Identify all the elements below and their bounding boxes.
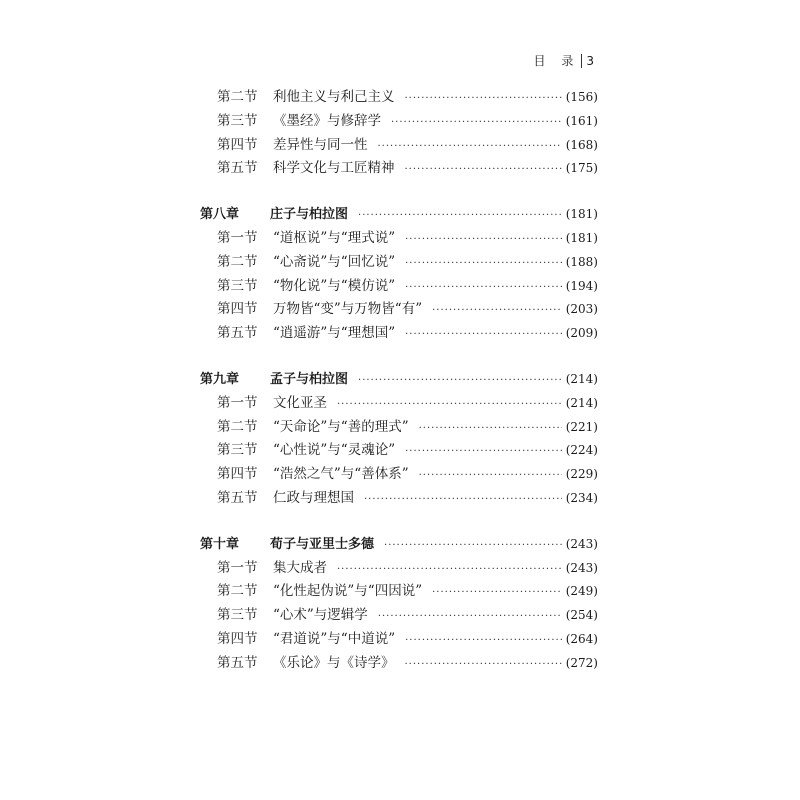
dot-leader [405, 228, 562, 252]
entry-title: “物化说”与“模仿说” [273, 277, 396, 294]
entry-title: 庄子与柏拉图 [270, 207, 349, 223]
entry-title: “天命论”与“善的理式” [273, 418, 409, 435]
entry-page-number: (161) [565, 113, 598, 128]
section-entry [200, 275, 598, 299]
entry-page-number: (181) [565, 207, 598, 222]
section-entry [200, 86, 598, 110]
section-entry [200, 557, 598, 581]
entry-title: “化性起伪说”与“四因说” [273, 583, 423, 600]
chapter-entry [200, 203, 598, 227]
dot-leader [358, 369, 562, 393]
entry-title: 仁政与理想国 [273, 489, 354, 506]
entry-label: 第一节 [217, 229, 258, 246]
section-entry [200, 110, 598, 134]
entry-label: 第四节 [217, 466, 258, 483]
section-entry [200, 298, 598, 322]
entry-page-number: (234) [565, 490, 598, 505]
dot-leader [405, 440, 562, 464]
section-entry [200, 439, 598, 463]
entry-label: 第四节 [217, 136, 258, 153]
entry-page-number: (264) [565, 631, 598, 646]
entry-title: 万物皆“变”与万物皆“有” [273, 301, 423, 318]
section-entry [200, 604, 598, 628]
entry-title: “道枢说”与“理式说” [273, 229, 396, 246]
entry-title: 差异性与同一性 [273, 136, 368, 153]
running-header [534, 52, 594, 69]
entry-label: 第二节 [217, 89, 258, 105]
entry-page-number: (221) [565, 419, 598, 434]
entry-title: 《乐论》与《诗学》 [273, 654, 395, 671]
entry-title: 科学文化与工匠精神 [273, 160, 395, 177]
entry-page-number: (188) [565, 254, 598, 269]
entry-label: 第十章 [200, 536, 240, 552]
dot-leader [364, 488, 562, 512]
header-label: 目 录 [533, 54, 580, 68]
entry-label: 第一节 [217, 394, 258, 411]
dot-leader [391, 111, 562, 135]
dot-leader [419, 417, 562, 441]
entry-label: 第五节 [217, 160, 258, 177]
entry-title: “心斋说”与“回忆说” [273, 253, 396, 270]
dot-leader [419, 464, 562, 488]
entry-label: 第四节 [217, 630, 258, 647]
section-entry [200, 580, 598, 604]
entry-page-number: (194) [565, 278, 598, 293]
dot-leader [405, 653, 562, 677]
dot-leader [405, 276, 562, 300]
section-entry [200, 251, 598, 275]
section-entry [200, 652, 598, 676]
entry-title: “浩然之气”与“善体系” [273, 466, 409, 483]
entry-page-number: (243) [565, 560, 598, 575]
entry-label: 第五节 [217, 654, 258, 671]
entry-label: 第九章 [200, 371, 240, 387]
dot-leader [405, 629, 562, 653]
chapter-entry [200, 533, 598, 557]
entry-title: 利他主义与利己主义 [273, 89, 395, 105]
block-spacer [200, 511, 598, 533]
entry-page-number: (209) [565, 326, 598, 341]
dot-leader [337, 393, 562, 417]
entry-title: 集大成者 [273, 559, 327, 576]
entry-label: 第四节 [217, 301, 258, 318]
section-entry [200, 392, 598, 416]
section-entry [200, 463, 598, 487]
entry-label: 第八章 [200, 207, 240, 223]
entry-label: 第二节 [217, 418, 258, 435]
entry-title: 《墨经》与修辞学 [273, 112, 381, 129]
section-entry [200, 628, 598, 652]
entry-title: 文化亚圣 [273, 394, 327, 411]
dot-leader [405, 252, 562, 276]
header-page-number: 3 [586, 53, 594, 68]
entry-title: “逍遥游”与“理想国” [273, 325, 396, 342]
entry-label: 第三节 [217, 607, 258, 624]
dot-leader [378, 605, 562, 629]
dot-leader [337, 558, 562, 582]
section-entry [200, 134, 598, 158]
entry-title: “心术”与逻辑学 [273, 607, 368, 624]
block-spacer [200, 181, 598, 203]
entry-page-number: (181) [565, 230, 598, 245]
entry-page-number: (224) [565, 443, 598, 458]
dot-leader [384, 534, 562, 558]
table-of-contents [200, 86, 598, 676]
entry-page-number: (243) [565, 536, 598, 551]
entry-page-number: (214) [565, 371, 598, 386]
dot-leader [378, 135, 562, 159]
entry-page-number: (214) [565, 395, 598, 410]
chapter-entry [200, 368, 598, 392]
dot-leader [432, 581, 562, 605]
entry-label: 第三节 [217, 277, 258, 294]
section-entry [200, 227, 598, 251]
section-entry [200, 157, 598, 181]
entry-title: “君道说”与“中道说” [273, 630, 396, 647]
entry-page-number: (249) [565, 584, 598, 599]
entry-label: 第二节 [217, 583, 258, 600]
section-entry [200, 322, 598, 346]
dot-leader [405, 87, 562, 111]
section-entry [200, 416, 598, 440]
dot-leader [405, 323, 562, 347]
entry-label: 第二节 [217, 253, 258, 270]
entry-title: “心性说”与“灵魂论” [273, 442, 396, 459]
entry-page-number: (203) [565, 302, 598, 317]
entry-title: 荀子与亚里士多德 [270, 536, 375, 552]
entry-label: 第一节 [217, 559, 258, 576]
entry-page-number: (168) [565, 137, 598, 152]
entry-title: 孟子与柏拉图 [270, 371, 349, 387]
dot-leader [358, 204, 562, 228]
entry-page-number: (254) [565, 608, 598, 623]
entry-page-number: (156) [565, 90, 598, 104]
entry-page-number: (229) [565, 467, 598, 482]
dot-leader [405, 158, 562, 182]
entry-label: 第五节 [217, 325, 258, 342]
entry-page-number: (272) [565, 655, 598, 670]
dot-leader [432, 299, 562, 323]
entry-page-number: (175) [565, 161, 598, 176]
block-spacer [200, 346, 598, 368]
entry-label: 第三节 [217, 442, 258, 459]
entry-label: 第三节 [217, 112, 258, 129]
section-entry [200, 487, 598, 511]
header-divider [581, 54, 582, 68]
entry-label: 第五节 [217, 489, 258, 506]
